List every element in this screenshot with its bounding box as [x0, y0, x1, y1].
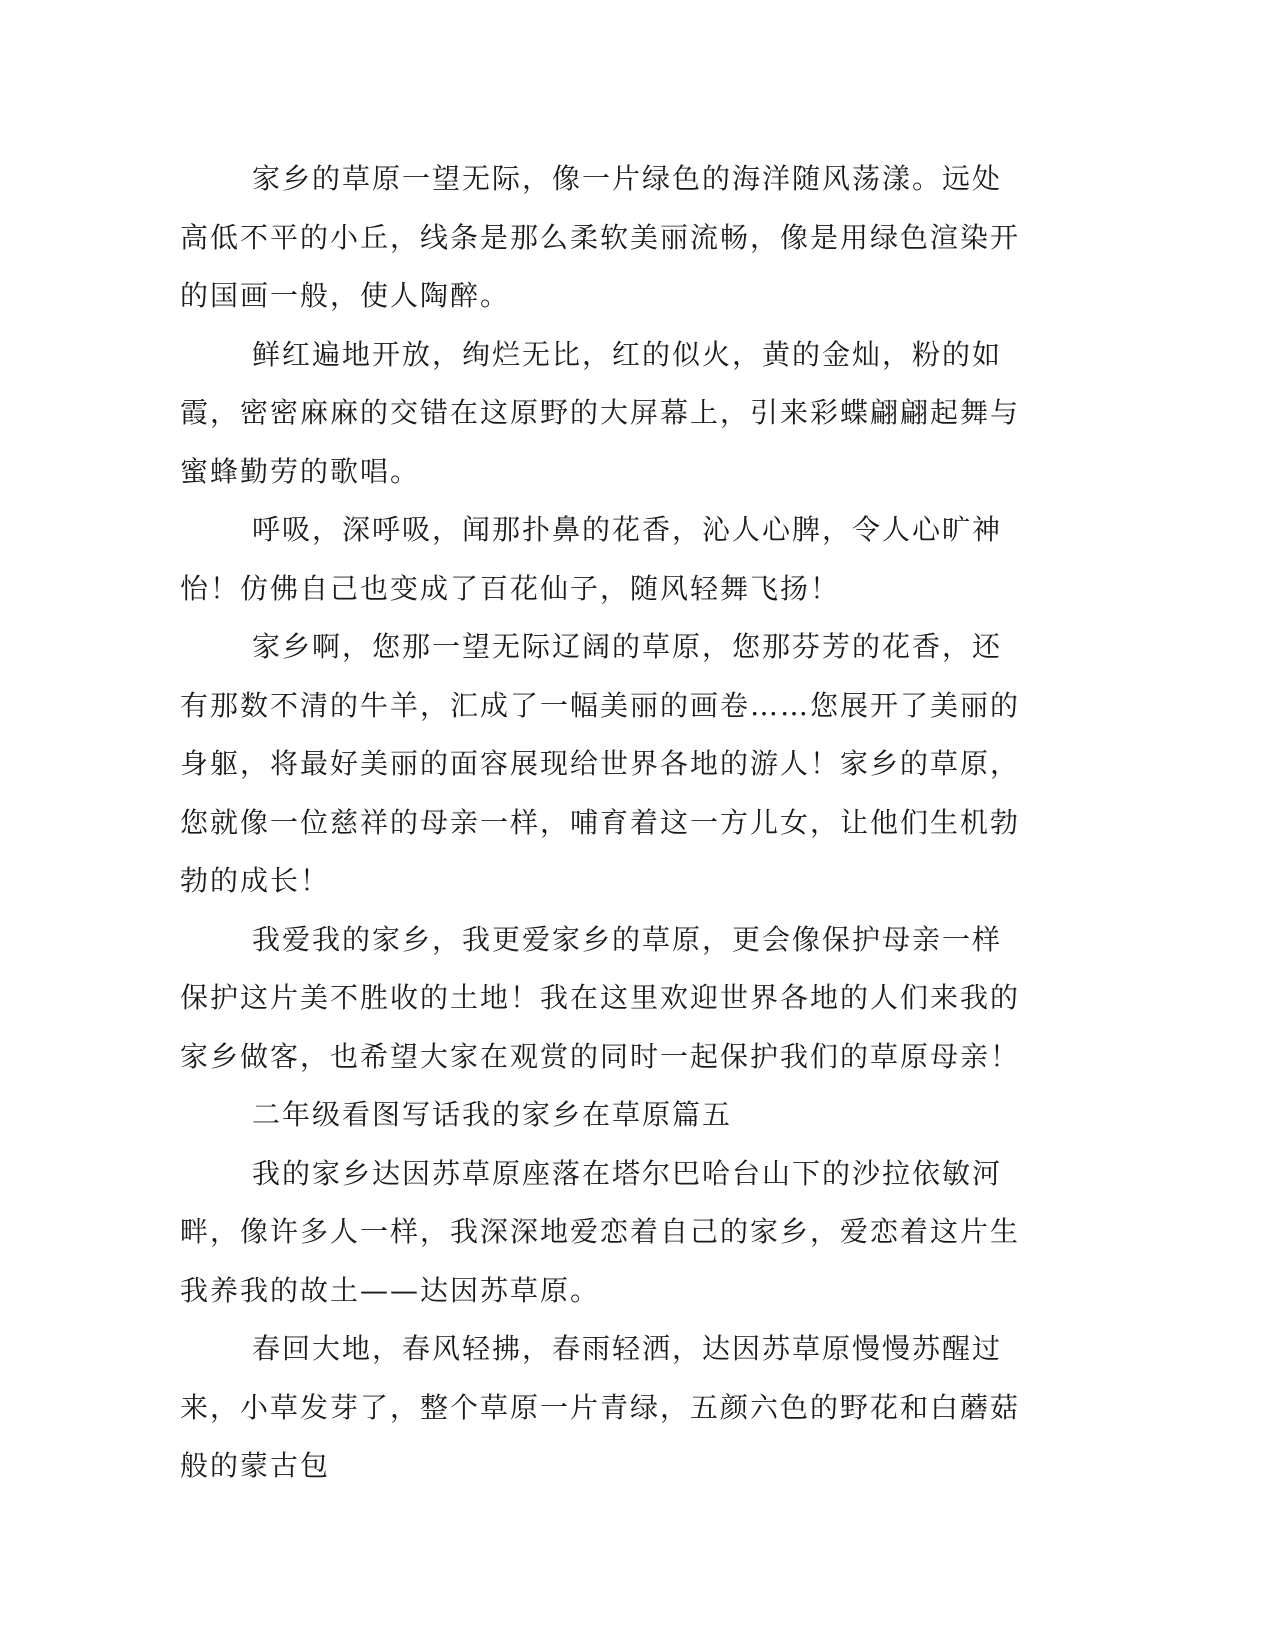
paragraph-4: 家乡啊，您那一望无际辽阔的草原，您那芬芳的花香，还有那数不清的牛羊，汇成了一幅美丽的画卷……您展开了美丽的身躯，将最好美丽的面容展现给世界各地的游人！家乡的草原，您就像一位慈祥的母亲一样，哺育着这一方儿女，让他们生机勃勃的成长！ [180, 630, 1021, 897]
paragraph-1: 家乡的草原一望无际，像一片绿色的海洋随风荡漾。远处高低不平的小丘，线条是那么柔软美丽流畅，像是用绿色渲染开的国画一般，使人陶醉。 [180, 162, 1021, 312]
paragraph-5: 我爱我的家乡，我更爱家乡的草原，更会像保护母亲一样保护这片美不胜收的土地！我在这里欢迎世界各地的人们来我的家乡做客，也希望大家在观赏的同时一起保护我们的草原母亲！ [180, 922, 1021, 1073]
paragraph-6: 我的家乡达因苏草原座落在塔尔巴哈台山下的沙拉依敏河畔，像许多人一样，我深深地爱恋着自己的家乡，爱恋着这片生我养我的故土——达因苏草原。 [180, 1156, 1021, 1307]
paragraph-2: 鲜红遍地开放，绚烂无比，红的似火，黄的金灿，粉的如霞，密密麻麻的交错在这原野的大屏幕上，引来彩蝶翩翩起舞与蜜蜂勤劳的歌唱。 [180, 337, 1021, 488]
document-body [180, 150, 1030, 1496]
paragraph-3: 呼吸，深呼吸，闻那扑鼻的花香，沁人心脾，令人心旷神怡！仿佛自己也变成了百花仙子，随风轻舞飞扬！ [180, 513, 1003, 605]
section-heading: 二年级看图写话我的家乡在草原篇五 [252, 1098, 733, 1131]
paragraph-7: 春回大地，春风轻拂，春雨轻洒，达因苏草原慢慢苏醒过来，小草发芽了，整个草原一片青绿，五颜六色的野花和白蘑菇般的蒙古包 [180, 1332, 1021, 1482]
